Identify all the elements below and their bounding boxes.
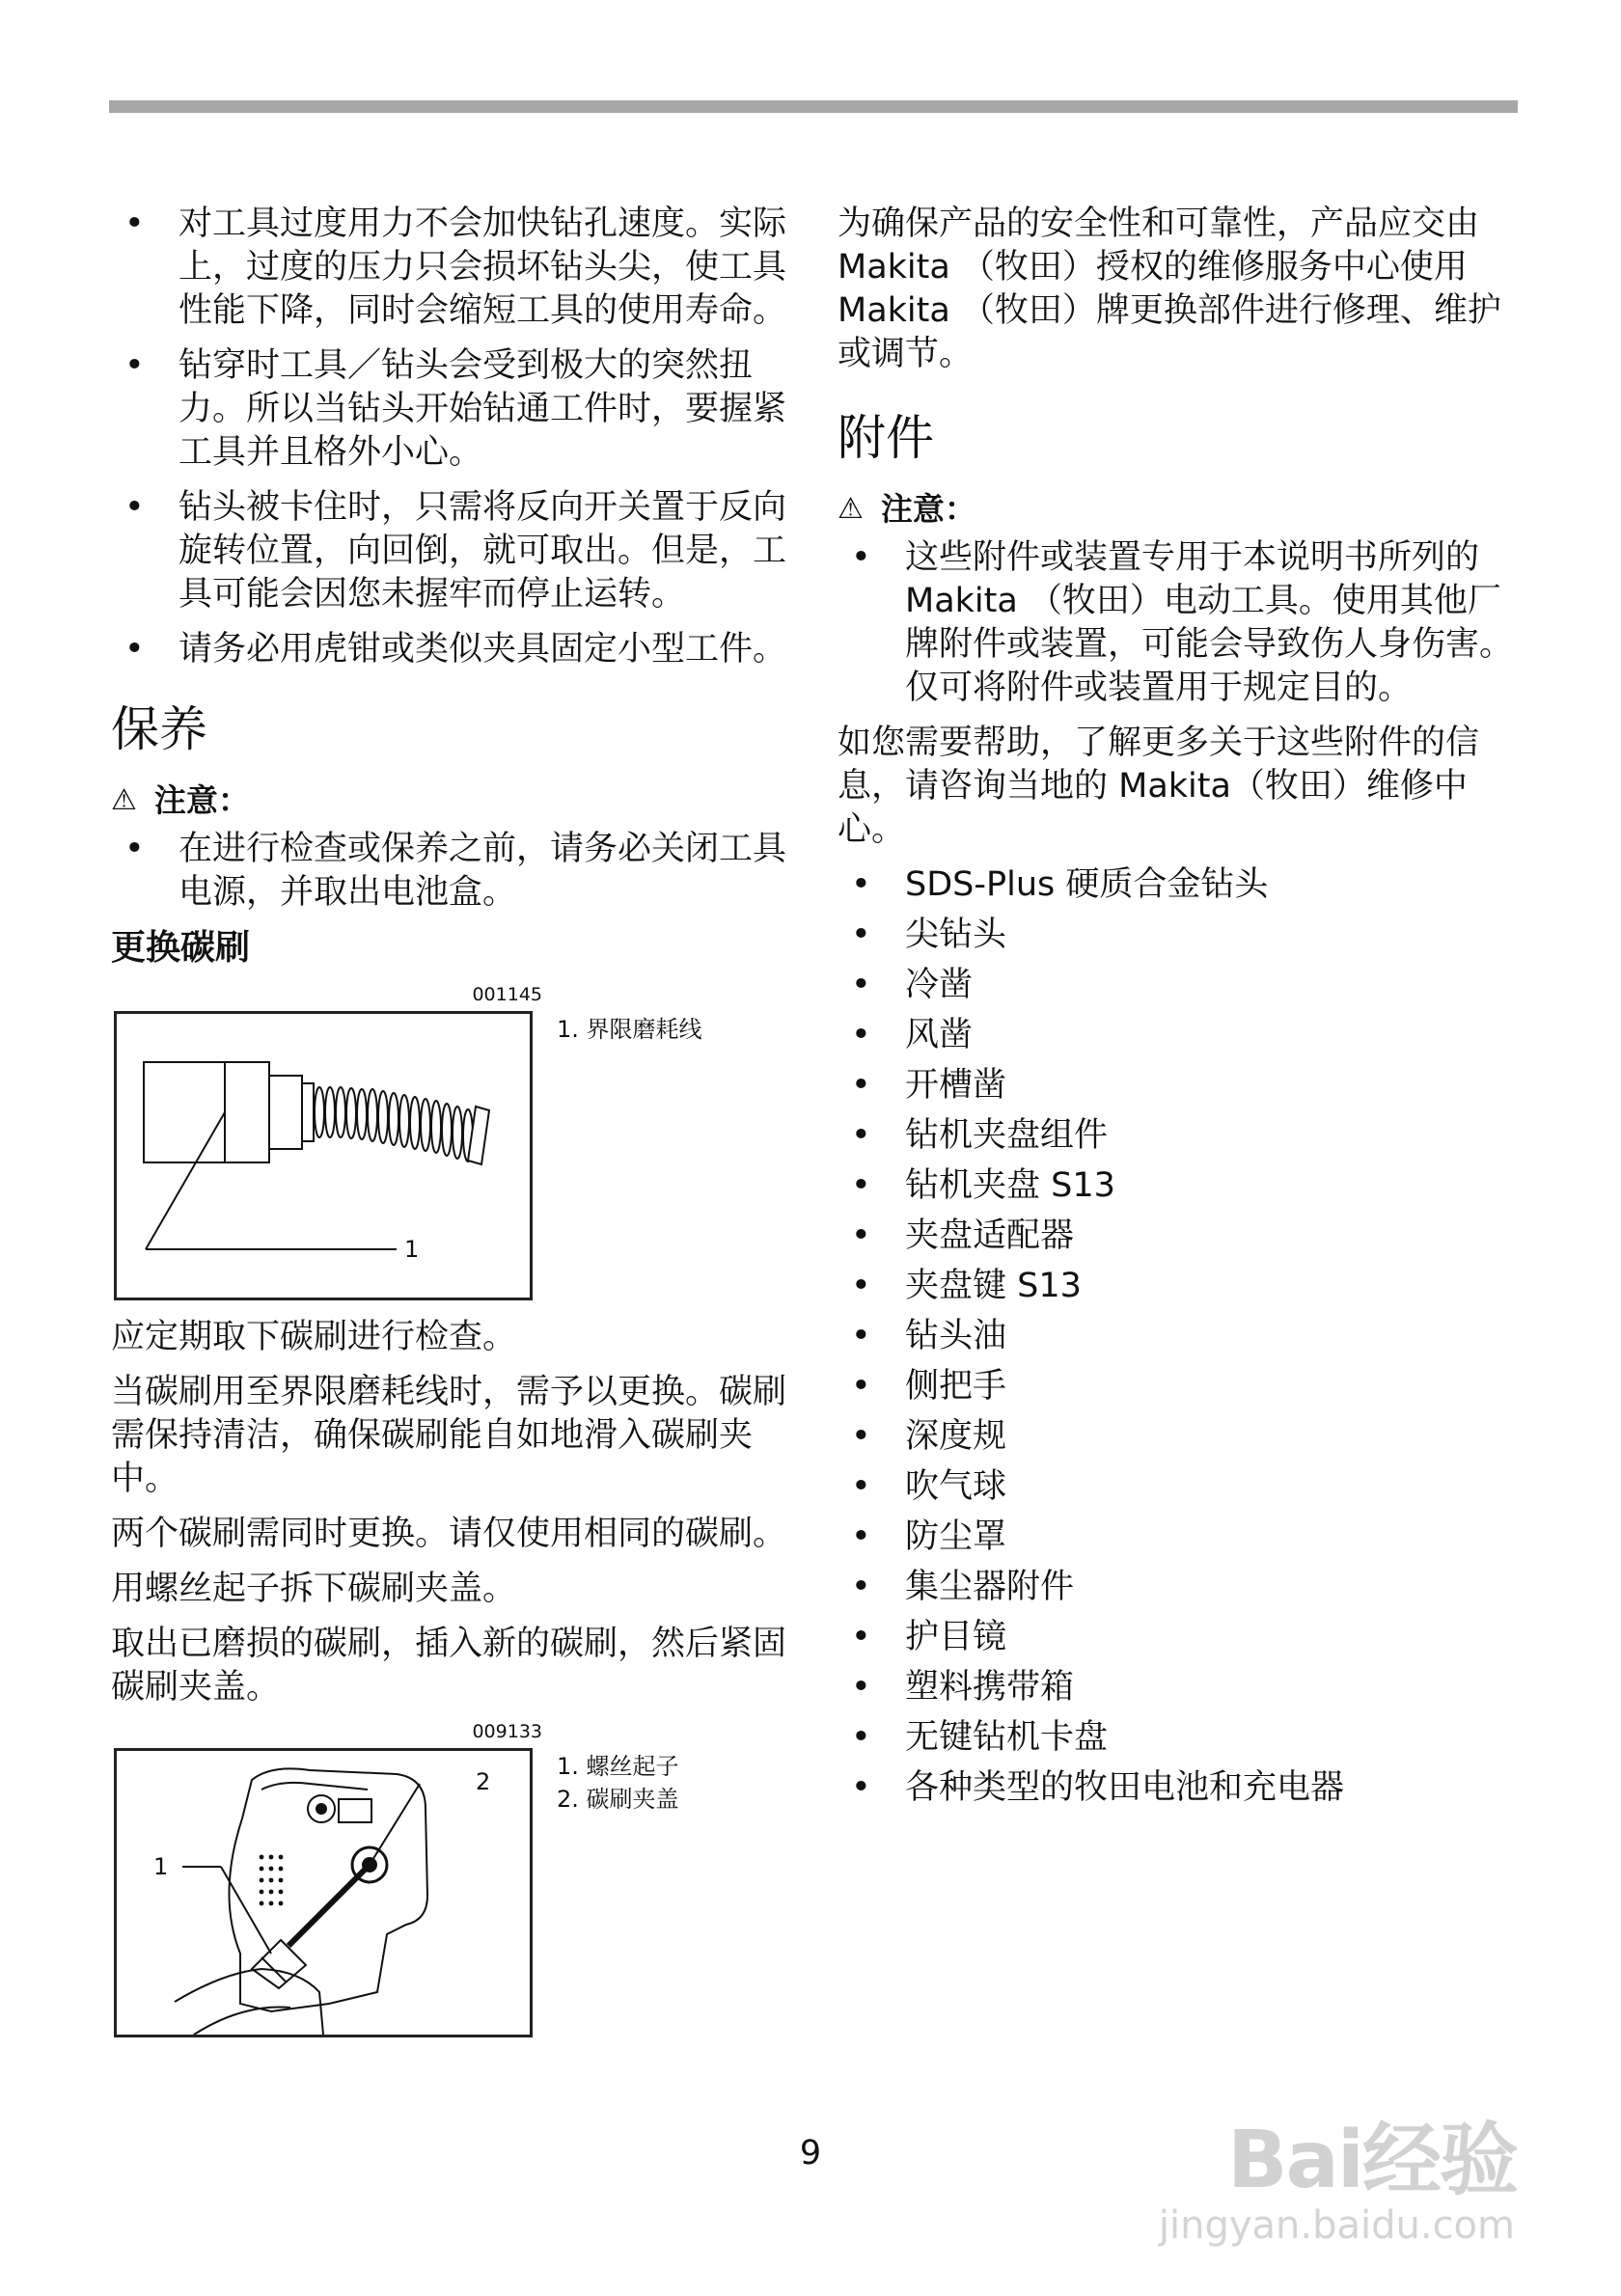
list-item: • 钻头油 (838, 1315, 1518, 1358)
brush-cover-illustration (117, 1751, 530, 2035)
maintenance-paragraphs (111, 1316, 791, 1709)
list-item: • 在进行检查或保养之前，请务必关闭工具电源，并取出电池盒。 (111, 828, 791, 915)
brush-cover-diagram (114, 1748, 533, 2037)
caption-2: 2. 碳刷夹盖 (557, 1786, 679, 1813)
safety-bullets (111, 203, 791, 671)
list-item: • 塑料携带箱 (838, 1666, 1518, 1709)
accessory-list (838, 863, 1518, 1810)
list-item: • 深度规 (838, 1415, 1518, 1459)
paragraph: 当碳刷用至界限磨耗线时，需予以更换。碳刷需保持清洁，确保碳刷能自如地滑入碳刷夹中。 (111, 1373, 787, 1498)
list-item: • 钻机夹盘组件 (838, 1114, 1518, 1158)
paragraph: 用螺丝起子拆下碳刷夹盖。 (111, 1570, 517, 1608)
list-item: • 请务必用虎钳或类似夹具固定小型工件。 (111, 628, 791, 671)
callout-1: 1 (404, 1236, 420, 1263)
caution-heading (838, 488, 1518, 531)
paragraph: 应定期取下碳刷进行检查。 (111, 1318, 517, 1356)
figure-code: 001145 (472, 984, 542, 1005)
list-item: • 风凿 (838, 1014, 1518, 1057)
baidu-watermark (1150, 2059, 1517, 2271)
carbon-brush-illustration (117, 1014, 530, 1298)
list-item: • 夹盘键 S13 (838, 1265, 1518, 1308)
watermark-logo: Bai经验 (1227, 2115, 1517, 2206)
right-column (838, 203, 1518, 1817)
list-item: • 钻穿时工具／钻头会受到极大的突然扭力。所以当钻头开始钻通工件时，要握紧工具并且格外小心。 (111, 344, 791, 475)
list-item: • 防尘罩 (838, 1516, 1518, 1559)
carbon-brush-diagram (114, 1011, 533, 1300)
caution-label: 注意： (153, 781, 250, 819)
subheading-replace-brush: 更换碳刷 (111, 928, 251, 968)
list-item: • 集尘器附件 (838, 1566, 1518, 1609)
left-column (111, 203, 791, 2049)
callout-1: 1 (153, 1853, 169, 1880)
warning-icon: ⚠ (111, 783, 137, 817)
figure-caption (557, 1750, 679, 1816)
caution-heading (111, 779, 791, 822)
service-intro: 为确保产品的安全性和可靠性，产品应交由Makita （牧田）授权的维修服务中心使用Makita （牧田）牌更换部件进行修理、维护或调节。 (838, 205, 1501, 373)
caution-list (838, 536, 1518, 710)
list-item: • 夹盘适配器 (838, 1215, 1518, 1258)
list-item: • 对工具过度用力不会加快钻孔速度。实际上，过度的压力只会损坏钻头尖，使工具性能下降，同时会缩短工具的使用寿命。 (111, 203, 791, 333)
caution-list (111, 828, 791, 915)
header-rule (109, 100, 1518, 113)
list-item: • 钻机夹盘 S13 (838, 1164, 1518, 1208)
caution-label: 注意： (880, 490, 976, 528)
list-item: • 无键钻机卡盘 (838, 1716, 1518, 1760)
paragraph: 取出已磨损的碳刷，插入新的碳刷，然后紧固碳刷夹盖。 (111, 1625, 787, 1707)
list-item: • 尖钻头 (838, 914, 1518, 957)
figure-brush-cover (111, 1721, 791, 2049)
list-item: • 各种类型的牧田电池和充电器 (838, 1766, 1518, 1810)
callout-2: 2 (476, 1768, 491, 1795)
section-title-maintenance: 保养 (111, 701, 207, 757)
section-title-accessories: 附件 (838, 410, 934, 466)
figure-code: 009133 (472, 1721, 542, 1742)
list-item: • SDS-Plus 硬质合金钻头 (838, 863, 1518, 907)
page-number: 9 (799, 2134, 822, 2173)
figure-carbon-brush (111, 974, 791, 1310)
help-text: 如您需要帮助，了解更多关于这些附件的信息，请咨询当地的 Makita（牧田）维修中心。 (838, 724, 1480, 849)
paragraph: 两个碳刷需同时更换。请仅使用相同的碳刷。 (111, 1515, 787, 1553)
list-item: • 护目镜 (838, 1616, 1518, 1659)
list-item: • 这些附件或装置专用于本说明书所列的Makita （牧田）电动工具。使用其他厂牌附件或装置，可能会导致伤人身伤害。仅可将附件或装置用于规定目的。 (838, 536, 1518, 710)
list-item: • 钻头被卡住时，只需将反向开关置于反向旋转位置，向回倒，就可取出。但是，工具可能会因您未握牢而停止运转。 (111, 486, 791, 616)
list-item: • 侧把手 (838, 1365, 1518, 1408)
list-item: • 吹气球 (838, 1465, 1518, 1509)
list-item: • 冷凿 (838, 964, 1518, 1007)
caption-1: 1. 螺丝起子 (557, 1753, 679, 1780)
list-item: • 开槽凿 (838, 1064, 1518, 1107)
watermark-url: jingyan.baidu.com (1158, 2203, 1515, 2248)
warning-icon: ⚠ (838, 492, 864, 526)
figure-caption: 1. 界限磨耗线 (557, 1016, 702, 1043)
